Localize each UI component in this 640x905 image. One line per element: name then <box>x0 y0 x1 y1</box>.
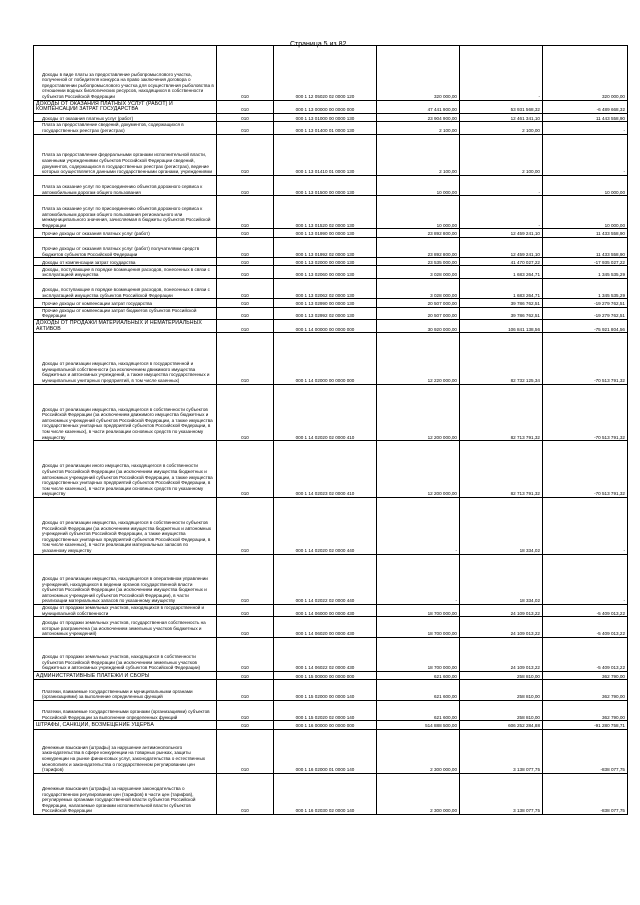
row-code-cell: 010 <box>217 196 274 229</box>
row-fact-cell: - <box>460 46 543 101</box>
row-fact-cell: 18 334,02 <box>460 497 543 554</box>
row-rest-cell: -70 513 791,32 <box>543 441 628 498</box>
row-code-cell: 010 <box>217 299 274 307</box>
row-name-cell: Доходы от реализации имущества, находящегося в собственности субъектов Российской Федерации (за исключением имущества бюджетных и автономных учреждений субъектов Российской Федерации, а также имущества государственных унитарных предприятий субъектов Российской Федерации, в том числе казенных), в части реализации материальных запасов по указанному имуществу <box>34 497 217 554</box>
row-name-cell: Платежи, взимаемые государственными органами (организациями) субъектов Российской Федерации за выполнение определенных функций <box>34 700 217 721</box>
row-plan-cell: 621 600,00 <box>377 680 460 701</box>
row-plan-cell: 18 700 000,00 <box>377 604 460 616</box>
table-row <box>34 196 628 229</box>
table-row <box>34 307 628 319</box>
row-rest-cell: -838 077,75 <box>543 729 628 773</box>
row-fact-cell: 3 138 077,75 <box>460 729 543 773</box>
table-row <box>34 604 628 616</box>
row-fact-cell: 82 713 791,32 <box>460 441 543 498</box>
row-plan-cell: 23 904 900,00 <box>377 113 460 121</box>
row-plan-cell: 18 700 000,00 <box>377 617 460 638</box>
table-row <box>34 134 628 175</box>
row-plan-cell: 12 200 000,00 <box>377 384 460 441</box>
table-row <box>34 384 628 441</box>
row-kbk-cell: 000 1 13 01410 01 0000 130 <box>274 134 377 175</box>
row-name-cell: Платежи, взимаемые государственными и муниципальными органами (организациями) за выполнение определенных функций <box>34 680 217 701</box>
row-kbk-cell: 000 1 14 06020 00 0000 430 <box>274 617 377 638</box>
row-name-cell: ДОХОДЫ ОТ ПРОДАЖИ МАТЕРИАЛЬНЫХ И НЕМАТЕРИАЛЬНЫХ АКТИВОВ <box>34 319 217 332</box>
row-fact-cell: 258 810,00 <box>460 680 543 701</box>
row-code-cell: 010 <box>217 384 274 441</box>
row-fact-cell: 18 334,02 <box>460 554 543 604</box>
table-row <box>34 671 628 679</box>
row-kbk-cell: 000 1 13 01990 00 0000 130 <box>274 229 377 237</box>
row-name-cell: Плата за оказание услуг по присоединению объектов дорожного сервиса к автомобильным дорогам общего пользования <box>34 175 217 196</box>
row-fact-cell: 3 138 077,75 <box>460 773 543 814</box>
row-plan-cell: 20 507 000,00 <box>377 299 460 307</box>
row-name-cell: Доходы от продажи земельных участков, государственная собственность на которые разграничена (за исключением земельных участков бюджетных и автономных учреждений) <box>34 617 217 638</box>
row-rest-cell: -5 409 013,22 <box>543 617 628 638</box>
row-fact-cell: 2 100,00 <box>460 122 543 134</box>
row-code-cell: 010 <box>217 46 274 101</box>
row-plan-cell: 2 300 000,00 <box>377 729 460 773</box>
row-name-cell: Прочие доходы от оказания платных услуг (работ) <box>34 229 217 237</box>
row-fact-cell: 24 109 013,22 <box>460 637 543 671</box>
row-rest-cell: -17 935 027,22 <box>543 258 628 266</box>
row-name-cell: Доходы в виде платы за предоставление рыбопромыслового участка, полученной от победителя конкурса на право заключения договора о предоставлении рыбопромыслового участка для осуществления рыболовства в отношении водных биологических ресурсов, находящихся в собственности субъектов Российской Федерации <box>34 46 217 101</box>
table-row <box>34 319 628 332</box>
row-fact-cell: 24 109 013,22 <box>460 617 543 638</box>
table-row <box>34 773 628 814</box>
row-plan-cell: 2 300 000,00 <box>377 773 460 814</box>
row-code-cell: 010 <box>217 333 274 385</box>
row-rest-cell: 1 345 535,29 <box>543 278 628 299</box>
row-code-cell: 010 <box>217 721 274 729</box>
row-code-cell: 010 <box>217 122 274 134</box>
row-name-cell: ДОХОДЫ ОТ ОКАЗАНИЯ ПЛАТНЫХ УСЛУГ (РАБОТ) И КОМПЕНСАЦИИ ЗАТРАТ ГОСУДАРСТВА <box>34 100 217 113</box>
row-code-cell: 010 <box>217 671 274 679</box>
row-kbk-cell: 000 1 15 02000 00 0000 140 <box>274 680 377 701</box>
row-code-cell: 010 <box>217 258 274 266</box>
row-rest-cell: - <box>543 554 628 604</box>
row-fact-cell: 53 931 568,32 <box>460 100 543 113</box>
row-name-cell: Плата за предоставление сведений, документов, содержащихся в государственных реестрах (регистрах) <box>34 122 217 134</box>
row-kbk-cell: 000 1 16 02030 02 0000 140 <box>274 773 377 814</box>
row-fact-cell: 2 100,00 <box>460 134 543 175</box>
row-name-cell: Доходы от продажи земельных участков, находящихся в собственности субъектов Российской Федерации (за исключением земельных участков бюджетных и автономных учреждений субъектов Российской Федерации) <box>34 637 217 671</box>
row-plan-cell: 12 200 000,00 <box>377 441 460 498</box>
row-plan-cell: 20 507 000,00 <box>377 307 460 319</box>
row-name-cell: Доходы, поступающие в порядке возмещения расходов, понесенных в связи с эксплуатацией имущества <box>34 266 217 278</box>
row-plan-cell: 12 220 000,00 <box>377 333 460 385</box>
row-plan-cell: 514 888 500,00 <box>377 721 460 729</box>
row-code-cell: 010 <box>217 773 274 814</box>
row-name-cell: Доходы от компенсации затрат государства <box>34 258 217 266</box>
row-code-cell: 010 <box>217 113 274 121</box>
row-fact-cell: - <box>460 196 543 229</box>
row-plan-cell: 3 028 000,00 <box>377 266 460 278</box>
row-kbk-cell: 000 1 16 00000 00 0000 000 <box>274 721 377 729</box>
row-plan-cell: 2 100,00 <box>377 122 460 134</box>
row-fact-cell: 39 786 762,51 <box>460 299 543 307</box>
row-plan-cell: 23 892 800,00 <box>377 229 460 237</box>
row-fact-cell: 258 810,00 <box>460 671 543 679</box>
row-rest-cell: 1 345 535,29 <box>543 266 628 278</box>
row-code-cell: 010 <box>217 729 274 773</box>
row-name-cell: Плата за предоставление федеральными органами исполнительной власти, казенными учреждениями субъектов Российской Федерации сведений, документов, содержащихся в государственных реестрах (регистрах), ведение которых осуществляется данными государственными органами, учреждениями <box>34 134 217 175</box>
row-plan-cell: 23 535 000,00 <box>377 258 460 266</box>
row-kbk-cell: 000 1 13 01400 01 0000 130 <box>274 122 377 134</box>
row-code-cell: 010 <box>217 229 274 237</box>
row-fact-cell: 82 713 791,32 <box>460 384 543 441</box>
row-rest-cell: 362 790,00 <box>543 700 628 721</box>
row-kbk-cell: 000 1 16 02000 01 0000 140 <box>274 729 377 773</box>
row-plan-cell: - <box>377 497 460 554</box>
row-kbk-cell: 000 1 13 02062 02 0000 130 <box>274 278 377 299</box>
row-plan-cell: 30 920 000,00 <box>377 319 460 332</box>
row-name-cell: АДМИНИСТРАТИВНЫЕ ПЛАТЕЖИ И СБОРЫ <box>34 671 217 679</box>
row-name-cell: Прочие доходы от компенсации затрат государства <box>34 299 217 307</box>
table-row <box>34 497 628 554</box>
row-rest-cell: 11 433 558,90 <box>543 229 628 237</box>
table-row <box>34 441 628 498</box>
row-name-cell: Доходы от оказания платных услуг (работ) <box>34 113 217 121</box>
row-fact-cell: 1 683 264,71 <box>460 266 543 278</box>
row-plan-cell: 10 000,00 <box>377 196 460 229</box>
row-rest-cell: -5 409 013,22 <box>543 604 628 616</box>
row-name-cell: Доходы от реализации имущества, находящегося в оперативном управлении учреждений, находящихся в ведении органов государственной власти субъектов Российской Федерации (за исключением имущества бюджетных и автономных учреждений субъектов Российской Федерации), в части реализации материальных запасов по указанному имуществу <box>34 554 217 604</box>
row-rest-cell: 10 000,00 <box>543 175 628 196</box>
row-rest-cell: -70 513 791,32 <box>543 333 628 385</box>
row-kbk-cell: 000 1 15 02020 02 0000 140 <box>274 700 377 721</box>
table-row <box>34 100 628 113</box>
row-rest-cell: -6 489 668,32 <box>543 100 628 113</box>
row-kbk-cell: 000 1 13 02000 00 0000 130 <box>274 258 377 266</box>
row-plan-cell: 2 100,00 <box>377 134 460 175</box>
row-code-cell: 010 <box>217 700 274 721</box>
row-kbk-cell: 000 1 14 02022 02 0000 440 <box>274 554 377 604</box>
row-name-cell: Доходы, поступающие в порядке возмещения расходов, понесенных в связи с эксплуатацией имущества субъектов Российской Федерации <box>34 278 217 299</box>
row-rest-cell: -19 279 762,51 <box>543 307 628 319</box>
row-code-cell: 010 <box>217 497 274 554</box>
row-code-cell: 010 <box>217 441 274 498</box>
table-row <box>34 299 628 307</box>
row-fact-cell: 1 683 264,71 <box>460 278 543 299</box>
row-fact-cell: 606 252 284,88 <box>460 721 543 729</box>
table-row <box>34 721 628 729</box>
row-kbk-cell: 000 1 14 02000 00 0000 000 <box>274 333 377 385</box>
row-kbk-cell: 000 1 14 06022 02 0000 430 <box>274 637 377 671</box>
table-row <box>34 258 628 266</box>
table-row <box>34 680 628 701</box>
row-kbk-cell: 000 1 13 01000 00 0000 130 <box>274 113 377 121</box>
table-row <box>34 229 628 237</box>
row-rest-cell: 11 433 558,90 <box>543 237 628 258</box>
row-code-cell: 010 <box>217 175 274 196</box>
row-fact-cell: 106 841 138,56 <box>460 319 543 332</box>
row-rest-cell: - <box>543 497 628 554</box>
table-row <box>34 122 628 134</box>
row-fact-cell: 82 732 125,34 <box>460 333 543 385</box>
table-row <box>34 175 628 196</box>
row-kbk-cell: 000 1 12 05020 02 0000 120 <box>274 46 377 101</box>
row-rest-cell: -75 921 804,56 <box>543 319 628 332</box>
row-kbk-cell: 000 1 13 01500 00 0000 130 <box>274 175 377 196</box>
table-row <box>34 637 628 671</box>
row-code-cell: 010 <box>217 680 274 701</box>
row-plan-cell: 18 700 000,00 <box>377 637 460 671</box>
row-kbk-cell: 000 1 14 02020 02 0000 440 <box>274 497 377 554</box>
row-name-cell: Денежные взыскания (штрафы) за нарушение антимонопольного законодательства в сфере конкуренции на товарных рынках, защиты конкуренции на рынке финансовых услуг, законодательства о естественных монополиях и законодательства о государственном регулировании цен (тарифов) <box>34 729 217 773</box>
row-name-cell: Доходы от реализации иного имущества, находящегося в собственности субъектов Российской Федерации (за исключением имущества бюджетных и автономных учреждений субъектов Российской Федерации, а также имущества государственных унитарных предприятий субъектов Российской Федерации, в том числе казенных), в части реализации основных средств по указанному имуществу <box>34 441 217 498</box>
row-rest-cell: -838 077,75 <box>543 773 628 814</box>
row-kbk-cell: 000 1 14 06000 00 0000 430 <box>274 604 377 616</box>
row-kbk-cell: 000 1 13 02992 02 0000 130 <box>274 307 377 319</box>
row-code-cell: 010 <box>217 617 274 638</box>
row-code-cell: 010 <box>217 237 274 258</box>
row-code-cell: 010 <box>217 278 274 299</box>
row-kbk-cell: 000 1 15 00000 00 0000 000 <box>274 671 377 679</box>
row-code-cell: 010 <box>217 307 274 319</box>
row-plan-cell: - <box>377 554 460 604</box>
revenue-report-table <box>33 45 628 815</box>
row-code-cell: 010 <box>217 604 274 616</box>
table-row <box>34 266 628 278</box>
row-kbk-cell: 000 1 14 00000 00 0000 000 <box>274 319 377 332</box>
table-row <box>34 554 628 604</box>
report-table-body <box>34 46 628 815</box>
row-rest-cell: 10 000,00 <box>543 196 628 229</box>
row-rest-cell: - <box>543 134 628 175</box>
row-rest-cell: -91 280 758,71 <box>543 721 628 729</box>
row-rest-cell: -19 279 762,51 <box>543 299 628 307</box>
row-kbk-cell: 000 1 13 01992 02 0000 130 <box>274 237 377 258</box>
table-row <box>34 617 628 638</box>
row-plan-cell: 3 028 000,00 <box>377 278 460 299</box>
page-number-label: Страница 5 из 82 <box>290 41 347 48</box>
row-name-cell: Прочие доходы от оказания платных услуг (работ) получателями средств бюджетов субъектов Российской Федерации <box>34 237 217 258</box>
row-rest-cell: -5 409 013,22 <box>543 637 628 671</box>
row-name-cell: ШТРАФЫ, САНКЦИИ, ВОЗМЕЩЕНИЕ УЩЕРБА <box>34 721 217 729</box>
row-name-cell: Прочие доходы от компенсации затрат бюджетов субъектов Российской Федерации <box>34 307 217 319</box>
row-plan-cell: 320 000,00 <box>377 46 460 101</box>
row-rest-cell: 362 790,00 <box>543 680 628 701</box>
row-plan-cell: 47 441 900,00 <box>377 100 460 113</box>
row-code-cell: 010 <box>217 319 274 332</box>
row-code-cell: 010 <box>217 637 274 671</box>
row-fact-cell: 24 109 013,22 <box>460 604 543 616</box>
row-name-cell: Доходы от реализации имущества, находящегося в собственности субъектов Российской Федерации (за исключением движимого имущества бюджетных и автономных учреждений субъектов Российской Федерации, а также имущества государственных унитарных предприятий субъектов Российской Федерации, в том числе казенных), в части реализации основных средств по указанному имуществу <box>34 384 217 441</box>
table-row <box>34 729 628 773</box>
row-code-cell: 010 <box>217 554 274 604</box>
row-name-cell: Денежные взыскания (штрафы) за нарушение законодательства о государственном регулировании цен (тарифов) в части цен (тарифов), регулируемых органами государственной власти субъектов Российской Федерации, налагаемые органами исполнительной власти субъектов Российской Федерации <box>34 773 217 814</box>
row-rest-cell: 362 790,00 <box>543 671 628 679</box>
row-plan-cell: 621 600,00 <box>377 671 460 679</box>
row-fact-cell: 39 786 762,51 <box>460 307 543 319</box>
row-plan-cell: 10 000,00 <box>377 175 460 196</box>
table-row <box>34 46 628 101</box>
table-row <box>34 237 628 258</box>
row-fact-cell: - <box>460 175 543 196</box>
row-code-cell: 010 <box>217 266 274 278</box>
table-row <box>34 333 628 385</box>
row-fact-cell: 12 459 241,10 <box>460 229 543 237</box>
row-plan-cell: 23 892 800,00 <box>377 237 460 258</box>
table-row <box>34 278 628 299</box>
row-name-cell: Плата за оказание услуг по присоединению объектов дорожного сервиса к автомобильным дорогам общего пользования регионального или межмуниципального значения, зачисляемая в бюджеты субъектов Российской Федерации <box>34 196 217 229</box>
row-kbk-cell: 000 1 13 01520 02 0000 130 <box>274 196 377 229</box>
row-name-cell: Доходы от продажи земельных участков, находящихся в государственной и муниципальной собственности <box>34 604 217 616</box>
row-kbk-cell: 000 1 13 02060 00 0000 130 <box>274 266 377 278</box>
row-kbk-cell: 000 1 14 02020 02 0000 410 <box>274 384 377 441</box>
row-fact-cell: 12 461 341,10 <box>460 113 543 121</box>
row-kbk-cell: 000 1 13 02990 00 0000 130 <box>274 299 377 307</box>
table-row <box>34 700 628 721</box>
row-rest-cell: 11 443 558,90 <box>543 113 628 121</box>
table-row <box>34 113 628 121</box>
row-rest-cell: 320 000,00 <box>543 46 628 101</box>
row-name-cell: Доходы от реализации имущества, находящегося в государственной и муниципальной собственности (за исключением движимого имущества бюджетных и автономных учреждений, а также имущества государственных и муниципальных унитарных предприятий, в том числе казенных) <box>34 333 217 385</box>
row-fact-cell: 12 459 241,10 <box>460 237 543 258</box>
row-kbk-cell: 000 1 13 00000 00 0000 000 <box>274 100 377 113</box>
row-fact-cell: 258 810,00 <box>460 700 543 721</box>
row-code-cell: 010 <box>217 100 274 113</box>
row-kbk-cell: 000 1 14 02023 02 0000 410 <box>274 441 377 498</box>
row-plan-cell: 621 600,00 <box>377 700 460 721</box>
row-fact-cell: 41 470 027,22 <box>460 258 543 266</box>
row-code-cell: 010 <box>217 134 274 175</box>
row-rest-cell: -70 513 791,32 <box>543 384 628 441</box>
row-rest-cell: - <box>543 122 628 134</box>
